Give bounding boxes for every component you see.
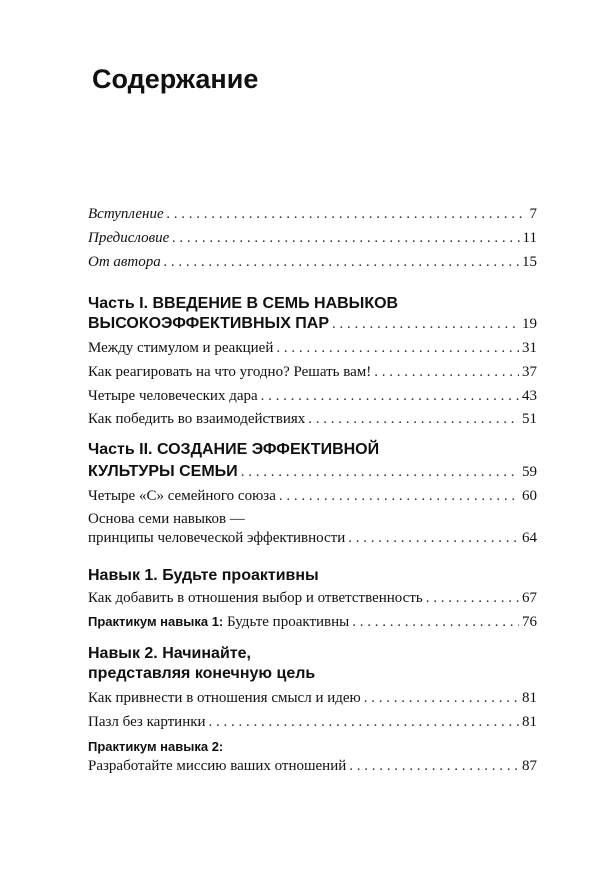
toc-entry-label: принципы человеческой эффективности [88,530,346,546]
leader-dots [352,613,519,631]
toc-entry-preface[interactable] [88,229,537,247]
toc-entry-page: 15 [522,254,537,270]
toc-entry-label: Предисловие [88,230,170,246]
toc-entry-page: 51 [522,411,537,427]
toc-entry-line1[interactable]: Основа семи навыков — [88,511,245,527]
toc-entry-label: Разработайте миссию ваших отношений [88,758,347,774]
toc-entry-page: 60 [522,488,537,504]
toc-entry-page: 67 [522,590,537,606]
toc-entry-label: Как привнести в отношения смысл и идею [88,690,361,706]
leader-dots [279,487,519,505]
habit2-heading-line1[interactable]: Навык 2. Начинайте, [88,645,251,662]
leader-dots [209,713,519,731]
leader-dots [364,689,519,707]
toc-entry[interactable] [88,387,537,405]
toc-entry[interactable] [88,689,537,707]
toc-entry-practicum1[interactable] [88,613,537,631]
leader-dots [332,315,519,333]
toc-entry-label: Четыре человеческих дара [88,388,258,404]
leader-dots [374,363,519,381]
part1-heading-line2: ВЫСОКОЭФФЕКТИВНЫХ ПАР [88,315,330,332]
leader-dots [349,757,519,775]
toc-entry-foreword[interactable] [88,205,537,223]
habit1-heading[interactable]: Навык 1. Будьте проактивны [88,567,319,584]
part2-heading-line2: КУЛЬТУРЫ СЕМЬИ [88,463,238,480]
toc-entry-page: 19 [522,316,537,332]
toc-entry[interactable] [88,713,537,731]
leader-dots [348,529,519,547]
toc-entry[interactable] [88,410,537,428]
toc-entry-label: Как реагировать на что угодно? Решать вам! [88,364,372,380]
toc-entry-from-author[interactable] [88,253,537,271]
toc-entry-page: 37 [522,364,537,380]
leader-dots [241,463,519,481]
toc-entry-label: Как победить во взаимодействиях [88,411,306,427]
leader-dots [426,589,519,607]
leader-dots [308,410,519,428]
toc-entry-label: Вступление [88,206,164,222]
toc-entry-label: Пазл без картинки [88,714,206,730]
toc-entry-label: Между стимулом и реакцией [88,340,274,356]
toc-entry-page: 7 [529,206,537,222]
practicum-label: Практикум навыка 1: [88,614,224,629]
leader-dots [276,339,519,357]
toc-entry[interactable] [88,589,537,607]
toc-entry[interactable] [88,487,537,505]
part2-heading-line1[interactable]: Часть II. СОЗДАНИЕ ЭФФЕКТИВНОЙ [88,441,380,458]
leader-dots [172,229,519,247]
toc-entry-page: 81 [522,714,537,730]
toc-entry-part1[interactable] [88,315,537,333]
practicum-label[interactable]: Практикум навыка 2: [88,739,224,754]
toc-entry-page: 87 [522,758,537,774]
toc-entry[interactable] [88,339,537,357]
habit2-heading-line2[interactable]: представляя конечную цель [88,665,316,682]
leader-dots [164,253,519,271]
toc-entry-page: 76 [522,614,537,630]
toc-entry-part2[interactable] [88,463,537,481]
toc-entry-label: От автора [88,254,161,270]
leader-dots [261,387,519,405]
toc-entry-label: Как добавить в отношения выбор и ответственность [88,590,423,606]
toc-entry-page: 64 [522,530,537,546]
page-title: Содержание [92,64,259,94]
toc-entry-page: 59 [522,464,537,480]
toc-entry-page: 81 [522,690,537,706]
toc-entry[interactable] [88,363,537,381]
toc-entry-practicum2[interactable] [88,757,537,775]
toc-entry-page: 31 [522,340,537,356]
part1-heading-line1[interactable]: Часть I. ВВЕДЕНИЕ В СЕМЬ НАВЫКОВ [88,295,399,312]
leader-dots [167,205,527,223]
toc-entry-label: Будьте проактивны [223,614,350,630]
toc-entry[interactable] [88,529,537,547]
toc-entry-page: 43 [522,388,537,404]
toc-entry-page: 11 [522,230,537,246]
toc-entry-label: Четыре «С» семейного союза [88,488,276,504]
